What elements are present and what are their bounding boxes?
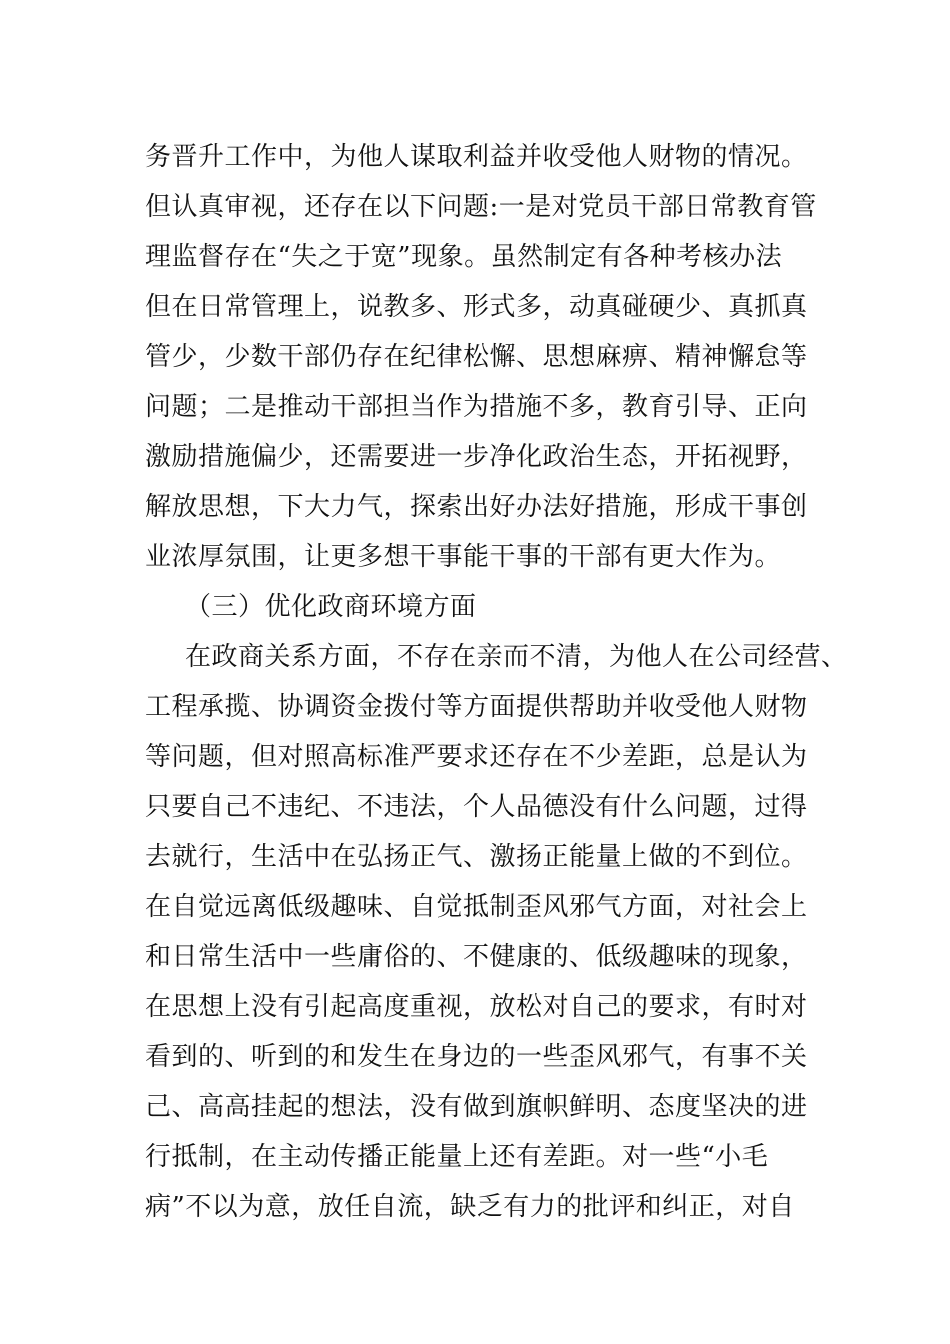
text-line: 业浓厚氛围，让更多想干事能干事的干部有更大作为。 [145, 542, 782, 572]
text-line: 病”不以为意，放任自流，缺乏有力的批评和纠正，对自 [145, 1192, 795, 1222]
text-line: 理监督存在“失之于宽”现象。虽然制定有各种考核办法 [145, 242, 783, 272]
text-line: 看到的、听到的和发生在身边的一些歪风邪气，有事不关 [145, 1042, 808, 1072]
text-line: 己、高高挂起的想法，没有做到旗帜鲜明、态度坚决的进 [145, 1092, 808, 1122]
text-line: 在政商关系方面，不存在亲而不清，为他人在公司经营、 [185, 642, 848, 672]
text-line: 和日常生活中一些庸俗的、不健康的、低级趣味的现象， [145, 942, 808, 972]
text-line: 去就行，生活中在弘扬正气、激扬正能量上做的不到位。 [145, 842, 808, 872]
text-line: 在自觉远离低级趣味、自觉抵制歪风邪气方面，对社会上 [145, 892, 808, 922]
text-line: 在思想上没有引起高度重视，放松对自己的要求，有时对 [145, 992, 808, 1022]
document-body [145, 132, 848, 1232]
text-line: 问题；二是推动干部担当作为措施不多，教育引导、正向 [145, 392, 808, 422]
text-line: 等问题，但对照高标准严要求还存在不少差距，总是认为 [145, 742, 808, 772]
text-line: 工程承揽、协调资金拨付等方面提供帮助并收受他人财物 [145, 692, 808, 722]
section-heading: （三）优化政商环境方面 [185, 592, 477, 622]
text-line: 管少，少数干部仍存在纪律松懈、思想麻痹、精神懈怠等 [145, 342, 808, 372]
text-line: 解放思想，下大力气，探索出好办法好措施，形成干事创 [145, 492, 808, 522]
text-line: 激励措施偏少，还需要进一步净化政治生态，开拓视野， [145, 442, 808, 472]
text-line: 务晋升工作中，为他人谋取利益并收受他人财物的情况。 [145, 142, 808, 172]
text-line: 但在日常管理上，说教多、形式多，动真碰硬少、真抓真 [145, 292, 808, 322]
text-line: 但认真审视，还存在以下问题:一是对党员干部日常教育管 [145, 192, 817, 222]
text-line: 只要自己不违纪、不违法，个人品德没有什么问题，过得 [145, 792, 808, 822]
text-line: 行抵制，在主动传播正能量上还有差距。对一些“小毛 [145, 1142, 769, 1172]
